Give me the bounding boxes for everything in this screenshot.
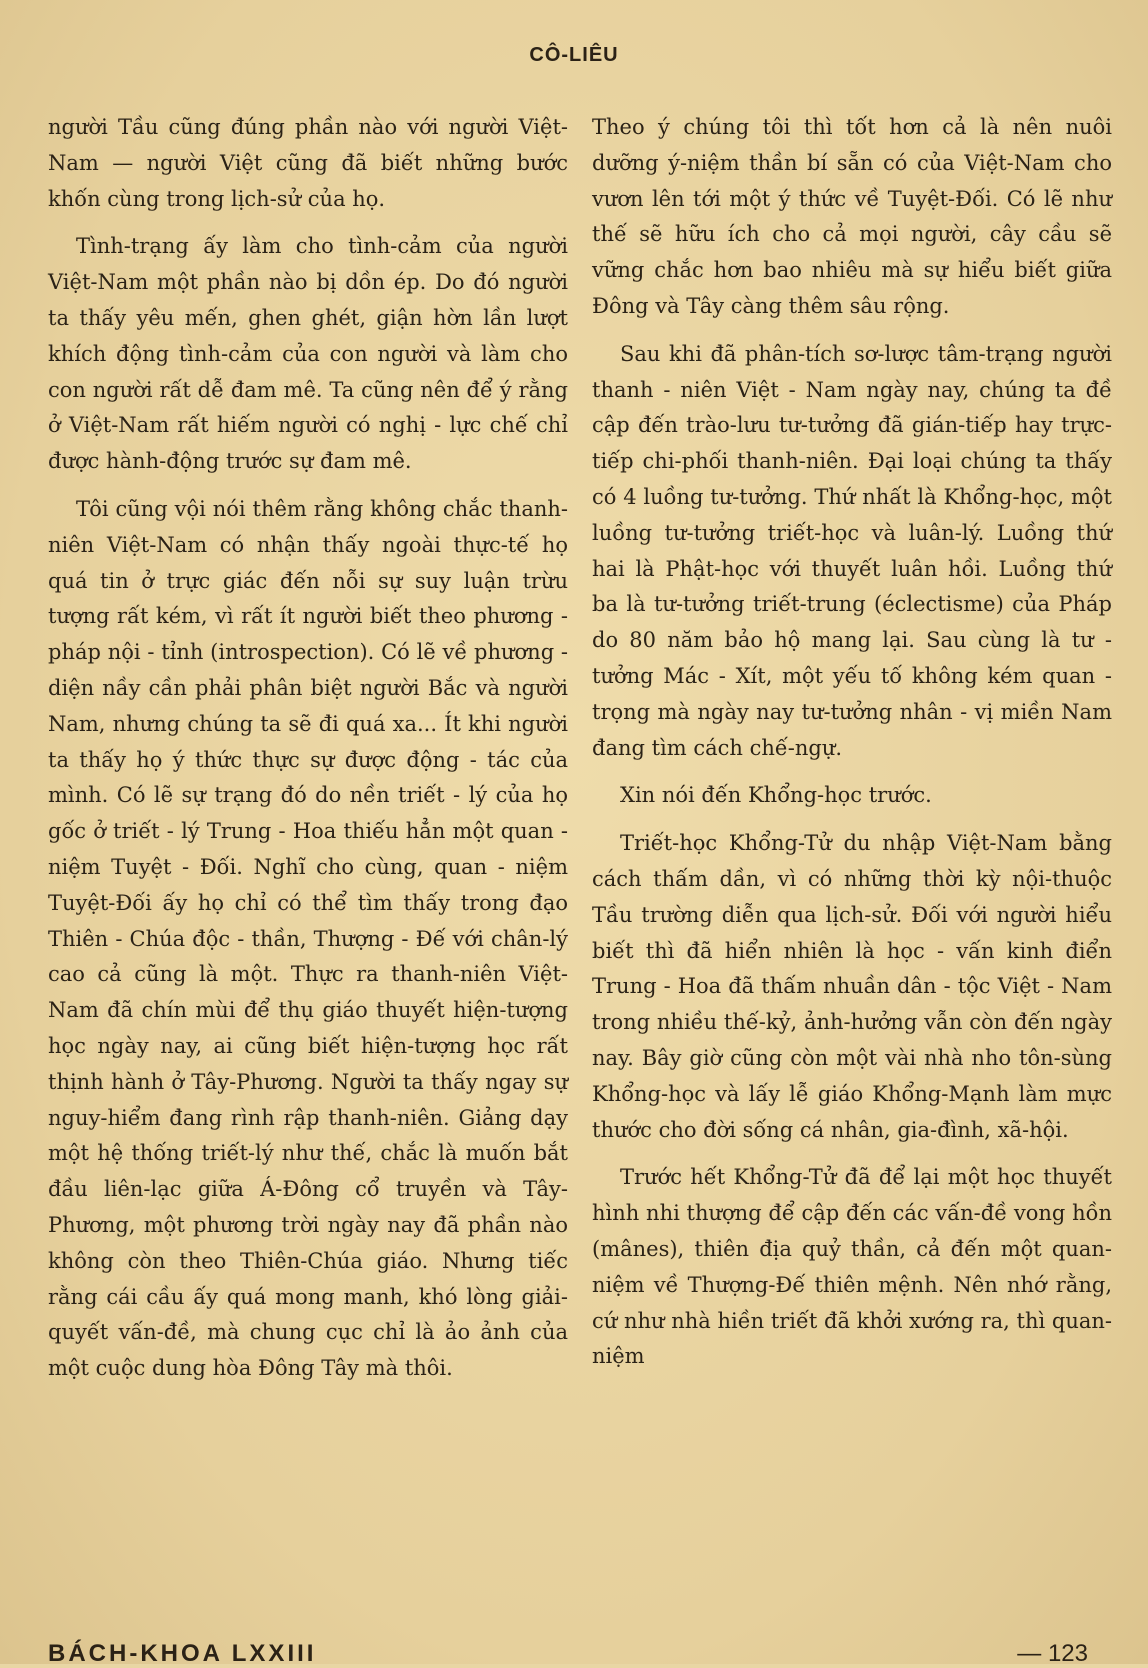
running-title: CÔ-LIÊU bbox=[529, 44, 619, 66]
paragraph: Tôi cũng vội nói thêm rằng không chắc thanh-niên Việt-Nam có nhận thấy ngoài thực-tế họ quá tin ở trực giác đến nỗi sự suy luận trừu tượng rất kém, vì rất ít người biết theo phương - pháp nội - tỉnh (introspection). Có lẽ về phương - diện nầy cần phải phân biệt người Bắc và người Nam, nhưng chúng ta sẽ đi quá xa... Ít khi người ta thấy họ ý thức thực sự được động - tác của mình. Có lẽ sự trạng đó do nền triết - lý của họ gốc ở triết - lý Trung - Hoa thiếu hẳn một quan - niệm Tuyệt - Đối. Nghĩ cho cùng, quan - niệm Tuyệt-Đối ấy họ chỉ có thể tìm thấy trong đạo Thiên - Chúa độc - thần, Thượng - Đế với chân-lý cao cả cũng là một. Thực ra thanh-niên Việt-Nam đã chín mùi để thụ giáo thuyết hiện-tượng học ngày nay, ai cũng biết hiện-tượng học rất thịnh hành ở Tây-Phương. Người ta thấy ngay sự nguy-hiểm đang rình rập thanh-niên. Giảng dạy một hệ thống triết-lý như thế, chắc là muốn bắt đầu liên-lạc giữa Á-Đông cổ truyền và Tây-Phương, một phương trời ngày nay đã phần nào không còn theo Thiên-Chúa giáo. Nhưng tiếc rằng cái cầu ấy quá mong manh, khó lòng giải-quyết vấn-đề, mà chung cục chỉ là ảo ảnh của một cuộc dung hòa Đông Tây mà thôi. bbox=[48, 496, 568, 1381]
right-column bbox=[592, 110, 1112, 1387]
paragraph: Trước hết Khổng-Tử đã để lại một học thuyết hình nhi thượng để cập đến các vấn-đề vong hồn (mânes), thiên địa quỷ thần, cả đến một quan-niệm về Thượng-Đế thiên mệnh. Nên nhớ rằng, cứ như nhà hiền triết đã khởi xướng ra, thì quan-niệm bbox=[592, 1165, 1112, 1369]
page-number: — 123 bbox=[1017, 1640, 1088, 1667]
paragraph: Sau khi đã phân-tích sơ-lược tâm-trạng người thanh - niên Việt - Nam ngày nay, chúng ta đề cập đến trào-lưu tư-tưởng đã gián-tiếp hay trực-tiếp chi-phối thanh-niên. Đại loại chúng ta thấy có 4 luồng tư-tưởng. Thứ nhất là Khổng-học, một luồng tư-tưởng triết-học và luân-lý. Luồng thứ hai là Phật-học với thuyết luân hồi. Luồng thứ ba là tư-tưởng triết-trung (éclectisme) của Pháp do 80 năm bảo hộ mang lại. Sau cùng là tư - tưởng Mác - Xít, một yếu tố không kém quan - trọng mà ngày nay tư-tưởng nhân - vị miền Nam đang tìm cách chế-ngự. bbox=[592, 341, 1112, 760]
paragraph: người Tầu cũng đúng phần nào với người Việt-Nam — người Việt cũng đã biết những bước khốn cùng trong lịch-sử của họ. bbox=[48, 115, 568, 211]
paragraph: Xin nói đến Khổng-học trước. bbox=[620, 783, 932, 808]
paragraph: Triết-học Khổng-Tử du nhập Việt-Nam bằng cách thấm dần, vì có những thời kỳ nội-thuộc Tầu trường diễn qua lịch-sử. Đối với người hiểu biết thì đã hiển nhiên là học - vấn kinh điển Trung - Hoa đã thấm nhuần dân - tộc Việt - Nam trong nhiều thế-kỷ, ảnh-hưởng vẫn còn đến ngày nay. Bây giờ cũng còn một vài nhà nho tôn-sùng Khổng-học và lấy lễ giáo Khổng-Mạnh làm mực thước cho đời sống cá nhân, gia-đình, xã-hội. bbox=[592, 831, 1112, 1142]
left-column bbox=[48, 110, 568, 1399]
journal-footer: BÁCH-KHOA LXXIII bbox=[48, 1640, 317, 1667]
paragraph: Tình-trạng ấy làm cho tình-cảm của người Việt-Nam một phần nào bị dồn ép. Do đó người ta thấy yêu mến, ghen ghét, giận hờn lần lượt khích động tình-cảm của con người và làm cho con người rất dễ đam mê. Ta cũng nên để ý rằng ở Việt-Nam rất hiếm người có nghị - lực chế chỉ được hành-động trước sự đam mê. bbox=[48, 234, 568, 474]
paragraph: Theo ý chúng tôi thì tốt hơn cả là nên nuôi dưỡng ý-niệm thần bí sẵn có của Việt-Nam cho vươn lên tới một ý thức về Tuyệt-Đối. Có lẽ như thế sẽ hữu ích cho cả mọi người, cây cầu sẽ vững chắc hơn bao nhiêu mà sự hiểu biết giữa Đông và Tây càng thêm sâu rộng. bbox=[592, 115, 1112, 318]
